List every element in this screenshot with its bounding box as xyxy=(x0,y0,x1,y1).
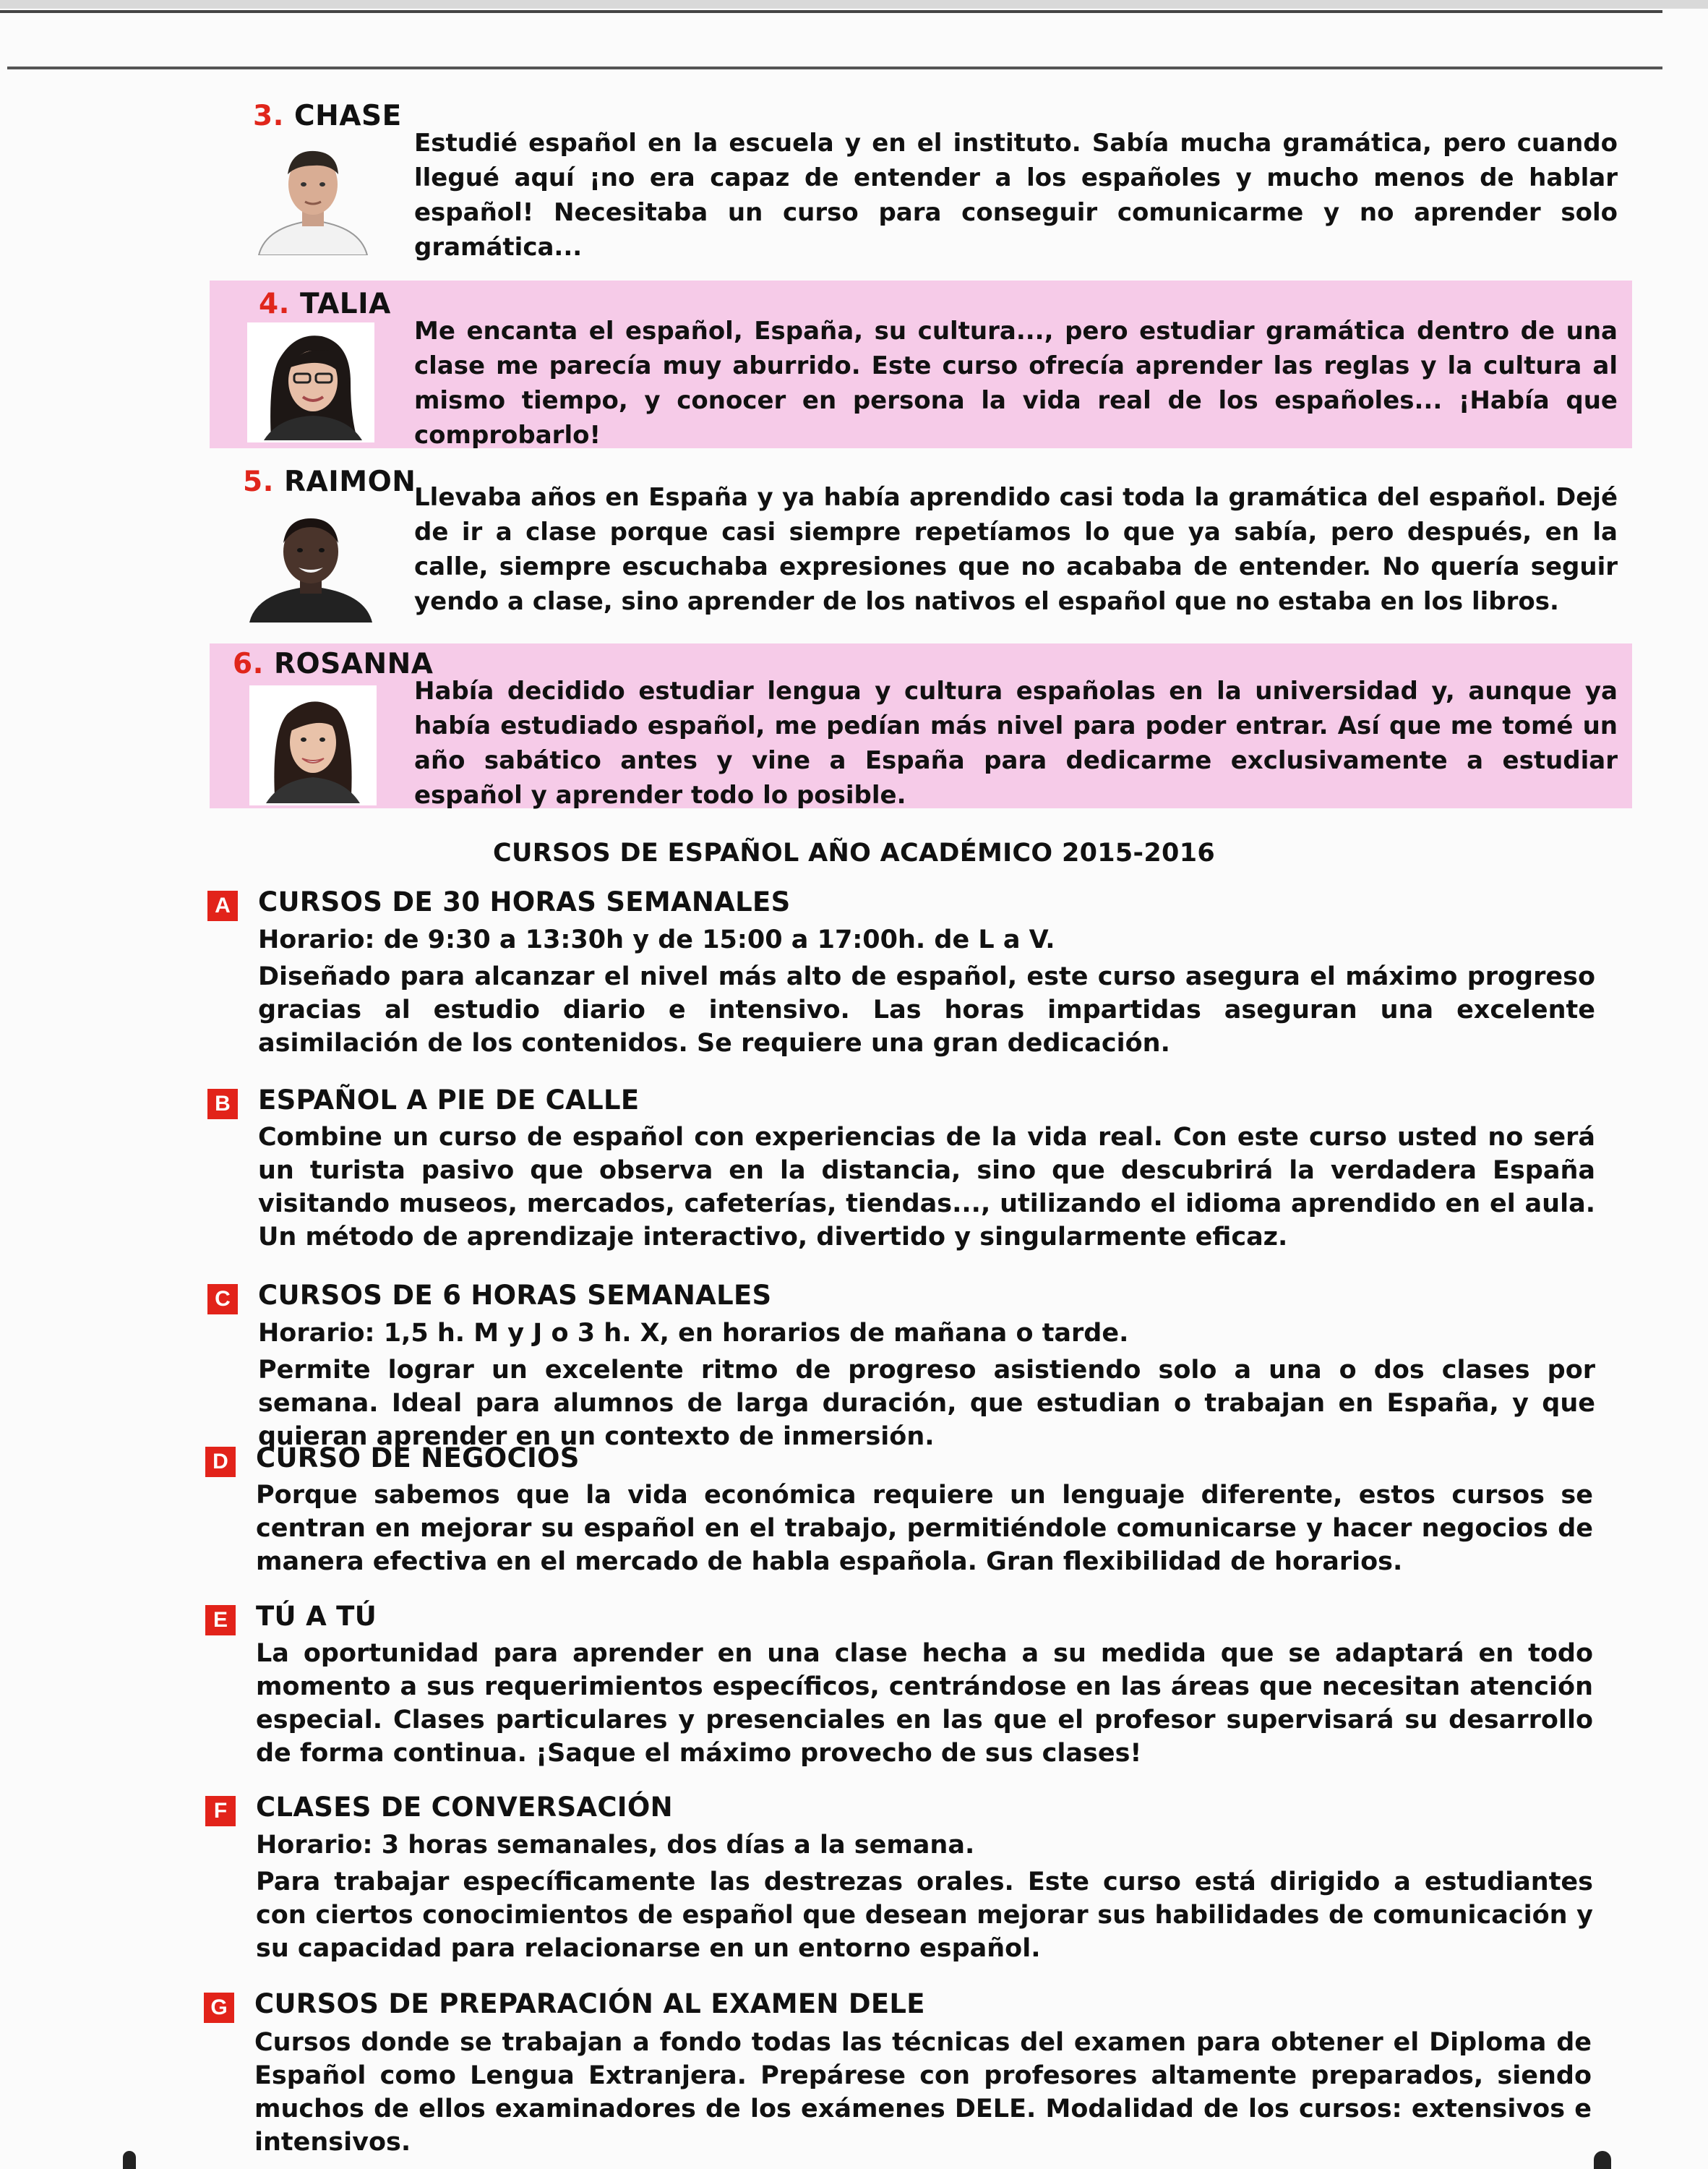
testimonial-rosanna xyxy=(210,643,1632,808)
course-letter-badge: D xyxy=(205,1447,236,1477)
page-corner-mark xyxy=(123,2151,136,2169)
top-rule xyxy=(0,10,1662,13)
testimonial-name: 3. CHASE xyxy=(253,100,402,132)
course-description: Cursos donde se trabajan a fondo todas las técnicas del examen para obtener el Diploma de Español como Lengua Extranjera. Prepárese con profesores altamente preparados, siendo muchos de ellos examinadores de los exámenes DELE. Modalidad de los cursos: extensivos e intensivos. xyxy=(254,2028,1592,2157)
course-letter-badge: C xyxy=(207,1284,238,1314)
course-description: La oportunidad para aprender en una clase hecha a su medida que se adaptará en todo momento a sus requerimientos específicos, centrándose en las áreas que necesitan atención especial. Clases particulares y presenciales en las que el profesor supervisará su desarrollo de forma continua. ¡Saque el máximo provecho de sus clases! xyxy=(256,1639,1593,1768)
rosanna-photo xyxy=(249,685,377,805)
course-letter-badge: A xyxy=(207,891,238,921)
course-description: Para trabajar específicamente las destrezas orales. Este curso está dirigido a estudiantes con ciertos conocimientos de español que desean mejorar sus habilidades de comunicación y su capacidad para relacionarse en un entorno español. xyxy=(256,1868,1593,1963)
course-title: TÚ A TÚ xyxy=(256,1601,377,1632)
header-rule xyxy=(7,67,1662,69)
course-f xyxy=(205,1792,1593,1965)
courses-heading: CURSOS DE ESPAÑOL AÑO ACADÉMICO 2015-2016 xyxy=(493,839,1215,868)
course-d xyxy=(205,1442,1593,1587)
course-title: CURSO DE NEGOCIOS xyxy=(256,1442,580,1473)
testimonial-text: Llevaba años en España y ya había aprendido casi toda la gramática del español. Dejé de ir a clase porque casi siempre repetíamos lo que ya sabía, pero después, en la calle, siempre escuchaba expresiones que no acababa de entender. No quería seguir yendo a clase, sino aprender de los nativos el español que no estaba en los libros. xyxy=(414,483,1618,616)
course-title: ESPAÑOL A PIE DE CALLE xyxy=(258,1084,640,1116)
course-g xyxy=(204,1988,1592,2157)
course-title: CURSOS DE 6 HORAS SEMANALES xyxy=(258,1280,772,1311)
raimon-photo xyxy=(247,505,374,625)
testimonial-name: 6. ROSANNA xyxy=(233,648,434,680)
course-letter-badge: G xyxy=(204,1993,234,2023)
course-letter-badge: B xyxy=(207,1089,238,1119)
course-c xyxy=(207,1280,1595,1451)
testimonial-talia xyxy=(210,281,1632,448)
testimonial-raimon xyxy=(210,463,1632,629)
course-description: Porque sabemos que la vida económica requiere un lenguaje diferente, estos cursos se centran en mejorar su español en el trabajo, permitiéndole comunicarse y hacer negocios de manera efectiva en el mercado de habla española. Gran flexibilidad de horarios. xyxy=(256,1481,1593,1576)
course-a xyxy=(207,886,1595,1060)
course-schedule: Horario: 1,5 h. M y J o 3 h. X, en horarios de mañana o tarde. xyxy=(258,1319,1129,1348)
course-description: Diseñado para alcanzar el nivel más alto de español, este curso asegura el máximo progreso gracias al estudio diario e intensivo. Las horas impartidas aseguran una excelente asimilación de los contenidos. Se requiere una gran dedicación. xyxy=(258,962,1595,1058)
page-top-shadow xyxy=(0,0,1708,9)
page-corner-mark xyxy=(1594,2151,1611,2169)
course-letter-badge: F xyxy=(205,1796,236,1826)
testimonial-name: 4. TALIA xyxy=(259,288,391,320)
course-b xyxy=(207,1084,1595,1258)
course-letter-badge: E xyxy=(205,1605,236,1635)
talia-photo xyxy=(247,322,374,442)
chase-photo xyxy=(249,137,377,257)
course-title: CLASES DE CONVERSACIÓN xyxy=(256,1792,673,1823)
course-description: Permite lograr un excelente ritmo de progreso asistiendo solo a una o dos clases por semana. Ideal para alumnos de larga duración, que estudian o trabajan en España, y que quieran aprender en un contexto de inmersión. xyxy=(258,1356,1595,1451)
course-schedule: Horario: 3 horas semanales, dos días a la semana. xyxy=(256,1831,975,1860)
testimonial-chase xyxy=(210,94,1632,260)
testimonial-text: Estudié español en la escuela y en el instituto. Sabía mucha gramática, pero cuando llegué aquí ¡no era capaz de entender a los españoles y mucho menos de hablar español! Necesitaba un curso para conseguir comunicarme y no aprender solo gramática... xyxy=(414,129,1618,262)
course-e xyxy=(205,1601,1593,1781)
course-description: Combine un curso de español con experiencias de la vida real. Con este curso usted no será un turista pasivo que observa en la distancia, sino que descubrirá la verdadera España visitando museos, mercados, cafeterías, tiendas..., utilizando el idioma aprendido en el aula. Un método de aprendizaje interactivo, divertido y singularmente eficaz. xyxy=(258,1123,1595,1252)
course-schedule: Horario: de 9:30 a 13:30h y de 15:00 a 17:00h. de L a V. xyxy=(258,925,1055,954)
testimonial-name: 5. RAIMON xyxy=(243,466,416,498)
testimonial-text: Me encanta el español, España, su cultura..., pero estudiar gramática dentro de una clase me parecía muy aburrido. Este curso ofrecía aprender las reglas y la cultura al mismo tiempo, y conocer en persona la vida real de los españoles... ¡Había que comprobarlo! xyxy=(414,317,1618,450)
testimonial-text: Había decidido estudiar lengua y cultura españolas en la universidad y, aunque ya había estudiado español, me pedían más nivel para poder entrar. Así que me tomé un año sabático antes y vine a España para dedicarme exclusivamente a estudiar español y aprender todo lo posible. xyxy=(414,677,1618,810)
course-title: CURSOS DE PREPARACIÓN AL EXAMEN DELE xyxy=(254,1988,925,2019)
course-title: CURSOS DE 30 HORAS SEMANALES xyxy=(258,886,791,917)
